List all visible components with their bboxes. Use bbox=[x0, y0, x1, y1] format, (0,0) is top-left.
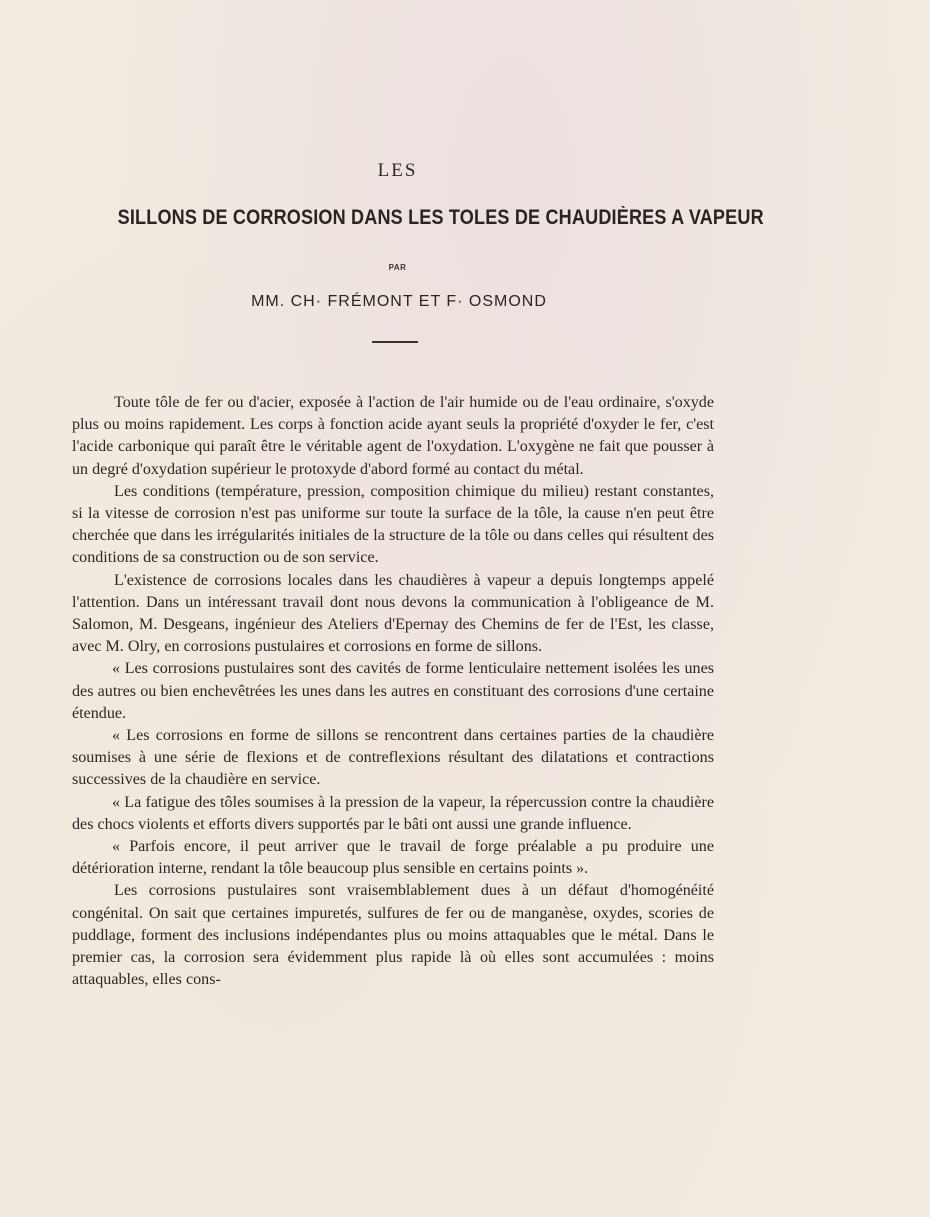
title-divider bbox=[372, 341, 418, 343]
authors-line: MM. CH· FRÉMONT ET F· OSMOND bbox=[251, 293, 547, 310]
byline-par: PAR bbox=[388, 263, 407, 272]
paragraph: Les corrosions pustulaires sont vraisemblablement dues à un défaut d'homogénéité congénital. On sait que certaines impuretés, sulfures de fer ou de manganèse, oxydes, scories de puddlage, forment des inclusions indépendantes plus ou moins attaquables que le métal. Dans le premier cas, la corrosion sera évidemment plus rapide là où elles sont accumulées : moins attaquables, elles cons- bbox=[72, 882, 714, 989]
title-kicker: LES bbox=[377, 160, 418, 181]
quoted-paragraph: « Les corrosions en forme de sillons se rencontrent dans certaines parties de la chaudière soumises à une série de flexions et de contreflexions résultant des dilatations et contractions successives de la chaudière en service. bbox=[72, 727, 714, 789]
paragraph: Les conditions (température, pression, composition chimique du milieu) restant constantes, si la vitesse de corrosion n'est pas uniforme sur toute la surface de la tôle, la cause n'en peut être cherchée que dans les irrégularités initiales de la structure de la tôle ou dans celles qui résultent des conditions de sa construction ou de son service. bbox=[72, 482, 714, 567]
paragraph: Toute tôle de fer ou d'acier, exposée à l'action de l'air humide ou de l'eau ordinaire, s'oxyde plus ou moins rapidement. Les corps à fonction acide ayant seuls la propriété d'oxyder le fer, c'est l'acide carbonique qui paraît être le véritable agent de l'oxydation. L'oxygène ne fait que pousser à un degré d'oxydation supérieur le protoxyde d'abord formé au contact du métal. bbox=[72, 394, 714, 478]
article-body bbox=[72, 392, 714, 991]
paragraph: L'existence de corrosions locales dans les chaudières à vapeur a depuis longtemps appelé l'attention. Dans un intéressant travail dont nous devons la communication à l'obligeance de M. Salomon, M. Desgeans, ingénieur des Ateliers d'Epernay des Chemins de fer de l'Est, les classe, avec M. Olry, en corrosions pustulaires et corrosions en forme de sillons. bbox=[72, 571, 714, 656]
quoted-paragraph: « Parfois encore, il peut arriver que le travail de forge préalable a pu produire une détérioration interne, rendant la tôle beaucoup plus sensible en certains points ». bbox=[72, 838, 714, 878]
article-title: SILLONS DE CORROSION DANS LES TOLES DE CHAUDIÈRES A VAPEUR bbox=[117, 206, 764, 229]
quoted-paragraph: « La fatigue des tôles soumises à la pression de la vapeur, la répercussion contre la chaudière des chocs violents et efforts divers supportés par le bâti ont aussi une grande influence. bbox=[72, 793, 714, 833]
quoted-paragraph: « Les corrosions pustulaires sont des cavités de forme lenticulaire nettement isolées les unes des autres ou bien enchevêtrées les unes dans les autres en constituant des corrosions d'une certaine étendue. bbox=[72, 660, 714, 722]
